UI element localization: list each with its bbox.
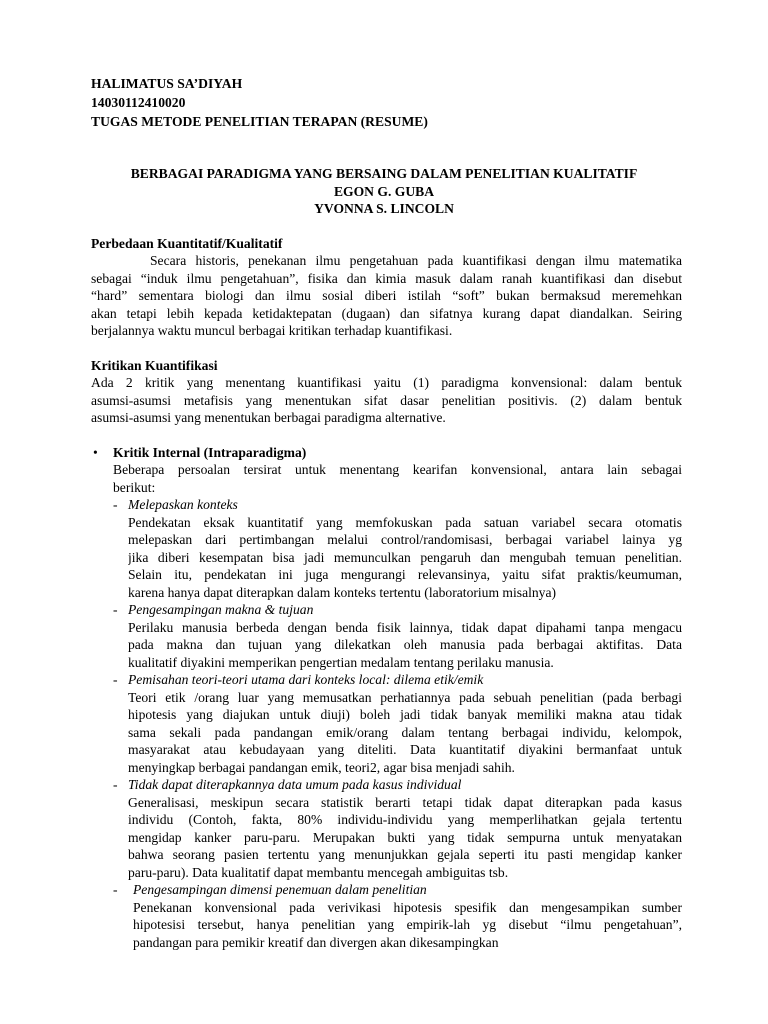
paragraph-line: sama sekali pada pandangan emik/orang dalam tentang berbagai individu, kelompok, bbox=[128, 725, 682, 740]
paragraph-line: Secara historis, penekanan ilmu pengetahuan pada kuantifikasi dengan ilmu matematika bbox=[150, 253, 682, 268]
paragraph-line: Selain itu, pendekatan ini juga mengurangi relevansinya, yaitu sifat praktis/keumuman, bbox=[128, 567, 682, 582]
paragraph-line: jika diberi kesempatan bisa jadi memunculkan pengaruh dan mengubah temuan penelitian. bbox=[128, 550, 682, 565]
dash-marker: - bbox=[113, 672, 118, 687]
document-title: BERBAGAI PARADIGMA YANG BERSAING DALAM PENELITIAN KUALITATIF bbox=[130, 166, 638, 181]
paragraph-line: karena hanya dapat diterapkan dalam konteks tertentu (laboratorium misalnya) bbox=[128, 585, 557, 600]
item-title: Pengesampingan dimensi penemuan dalam penelitian bbox=[133, 882, 427, 897]
section-heading-kritik-internal: Kritik Internal (Intraparadigma) bbox=[113, 445, 307, 460]
dash-marker: - bbox=[113, 497, 118, 512]
item-title: Pengesampingan makna & tujuan bbox=[128, 602, 314, 617]
paragraph-line: mengidap kanker paru-paru. Merupakan bukti yang tidak sempurna untuk menyatakan bbox=[128, 830, 682, 845]
paragraph-line: “hard” sementara biologi dan ilmu sosial diberi istilah “soft” bukan bermaksud meremehkan bbox=[91, 288, 682, 303]
paragraph-line: menyingkap berbagai pandangan emik, teori2, agar bisa menjadi sahih. bbox=[128, 760, 515, 775]
paragraph-line: Beberapa persoalan tersirat untuk menentang kearifan konvensional, antara lain sebagai bbox=[113, 462, 682, 477]
section-heading-kritikan: Kritikan Kuantifikasi bbox=[91, 358, 218, 373]
paragraph-line: asumsi-asumsi metafisis yang menentukan sifat dasar penelitian positivis. (2) dalam bentuk bbox=[91, 393, 682, 408]
paragraph-line: pada makna dan tujuan yang dilekatkan oleh manusia pada berbagai aktifitas. Data bbox=[128, 637, 682, 652]
task-title: TUGAS METODE PENELITIAN TERAPAN (RESUME) bbox=[91, 114, 428, 129]
paragraph-line: asumsi-asumsi yang menentukan berbagai paradigma alternative. bbox=[91, 410, 446, 425]
paragraph-line: Perilaku manusia berbeda dengan benda fisik lainnya, tidak dapat dipahami tanpa mengacu bbox=[128, 620, 682, 635]
paragraph-line: bahwa seorang pasien tertentu yang menunjukkan gejala seperti itu pasti mengidap kanker bbox=[128, 847, 682, 862]
author-name: HALIMATUS SA’DIYAH bbox=[91, 76, 243, 91]
paragraph-line: masyarakat atau kebudayaan yang diteliti. Data kuantitatif diyakini bermanfaat untuk bbox=[128, 742, 682, 757]
item-title: Pemisahan teori-teori utama dari konteks local: dilema etik/emik bbox=[128, 672, 484, 687]
paragraph-line: hipotesis yang diajukan untuk diuji) boleh jadi tidak banyak memiliki makna atau tidak bbox=[128, 707, 682, 722]
item-title: Tidak dapat diterapkannya data umum pada kasus individual bbox=[128, 777, 462, 792]
paragraph-line: kualitatif diyakini memperikan pengertian medalam tentang perilaku manusia. bbox=[128, 655, 554, 670]
paragraph-line: pandangan para pemikir kreatif dan divergen akan dikesampingkan bbox=[133, 935, 499, 950]
author-lincoln: YVONNA S. LINCOLN bbox=[314, 201, 454, 216]
paragraph-line: akan tetapi lebih kepada ketidaktepatan (dugaan) dan sifatnya kurang dapat diandalkan. Seiring bbox=[91, 306, 682, 321]
paragraph-line: berjalannya waktu muncul berbagai kritikan terhadap kuantifikasi. bbox=[91, 323, 453, 338]
paragraph-line: hipotesisi tersebut, hanya penelitian yang empirik-lah yg disebut “ilmu pengetahuan”, bbox=[133, 917, 682, 932]
paragraph-line: Teori etik /orang luar yang memusatkan perhatiannya pada sebuah penelitian (pada berbagi bbox=[128, 690, 682, 705]
bullet-icon: • bbox=[93, 445, 98, 460]
paragraph-line: sebagai “induk ilmu pengetahuan”, fisika dan kimia masuk dalam ranah kuantifikasi dan disebut bbox=[91, 271, 682, 286]
dash-marker: - bbox=[113, 777, 118, 792]
student-id: 14030112410020 bbox=[91, 95, 186, 110]
paragraph-line: Penekanan konvensional pada verivikasi hipotesis spesifik dan mengesampikan sumber bbox=[133, 900, 682, 915]
paragraph-line: paru-paru). Data kualitatif dapat membantu mencegah ambiguitas tsb. bbox=[128, 865, 509, 880]
paragraph-line: individu (Contoh, fakta, 80% individu-individu yang memperlihatkan gejala tertentu bbox=[128, 812, 682, 827]
dash-marker: - bbox=[113, 602, 118, 617]
paragraph-line: berikut: bbox=[113, 480, 156, 495]
paragraph-line: Pendekatan eksak kuantitatif yang memfokuskan pada satuan variabel secara otomatis bbox=[128, 515, 682, 530]
dash-marker: - bbox=[113, 882, 118, 897]
section-heading-perbedaan: Perbedaan Kuantitatif/Kualitatif bbox=[91, 236, 283, 251]
item-title: Melepaskan konteks bbox=[128, 497, 238, 512]
paragraph-line: melepaskan dari pertimbangan melalui control/randomisasi, berbagai variabel lainya yg bbox=[128, 532, 682, 547]
author-guba: EGON G. GUBA bbox=[333, 184, 435, 199]
paragraph-line: Ada 2 kritik yang menentang kuantifikasi yaitu (1) paradigma konvensional: dalam bentuk bbox=[91, 375, 682, 390]
paragraph-line: Generalisasi, meskipun secara statistik berarti tetapi tidak dapat diterapkan pada kasus bbox=[128, 795, 682, 810]
